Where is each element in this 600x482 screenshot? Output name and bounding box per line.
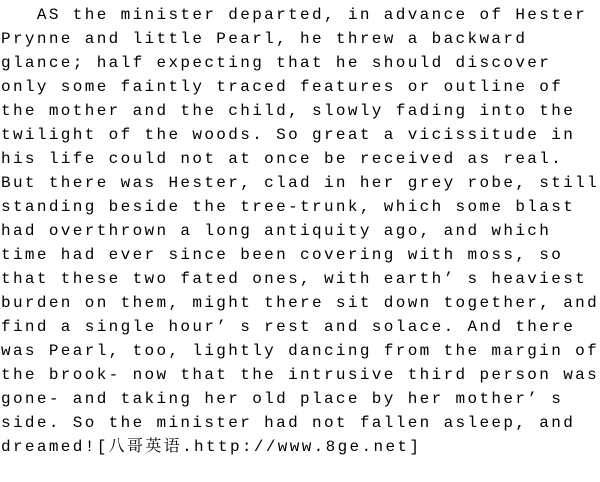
text-line: burden on them, might there sit down together, and	[1, 294, 600, 312]
text-line: his life could not at once be received as real.	[1, 150, 564, 168]
text-line: But there was Hester, clad in her grey robe, still	[1, 174, 600, 192]
text-line: AS the minister departed, in advance of Hester	[1, 6, 588, 24]
text-line: side. So the minister had not fallen asleep, and	[1, 414, 576, 432]
text-line: was Pearl, too, lightly dancing from the margin of	[1, 342, 600, 360]
text-line: had overthrown a long antiquity ago, and which	[1, 222, 552, 240]
text-line: twilight of the woods. So great a vicissitude in	[1, 126, 576, 144]
text-line source-watermark-line: dreamed![八哥英语.http://www.8ge.net]	[1, 438, 422, 456]
text-line: gone- and taking her old place by her mother’ s	[1, 390, 564, 408]
text-line: that these two fated ones, with earth’ s heaviest	[1, 270, 588, 288]
text-line: Prynne and little Pearl, he threw a backward	[1, 30, 528, 48]
text-line: glance; half expecting that he should discover	[1, 54, 552, 72]
text-line: find a single hour’ s rest and solace. And there	[1, 318, 576, 336]
text-line: standing beside the tree-trunk, which some blast	[1, 198, 576, 216]
text-line: the brook- now that the intrusive third person was	[1, 366, 600, 384]
text-line: the mother and the child, slowly fading into the	[1, 102, 576, 120]
text-line: time had ever since been covering with moss, so	[1, 246, 564, 264]
text-line: only some faintly traced features or outline of	[1, 78, 564, 96]
